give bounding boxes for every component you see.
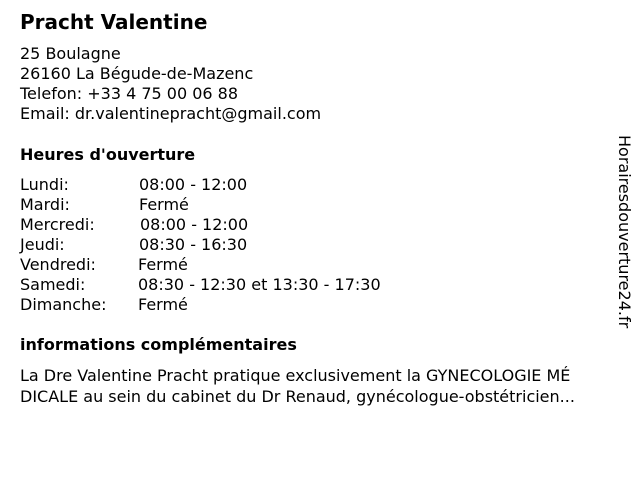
hours-time: Fermé — [138, 295, 188, 314]
site-watermark: Horairesdouverture24.fr — [615, 135, 634, 329]
hours-time: 08:00 - 12:00 — [140, 215, 249, 234]
info-description — [20, 365, 625, 407]
hours-time: Fermé — [138, 255, 188, 274]
info-line: DICALE au sein du cabinet du Dr Renaud, gynécologue-obstétricien... — [20, 387, 575, 406]
email-line[interactable]: Email: dr.valentinepracht@gmail.com — [20, 104, 322, 123]
hours-time: 08:00 - 12:00 — [139, 175, 248, 194]
phone-line[interactable]: Telefon: +33 4 75 00 06 88 — [20, 84, 239, 103]
hours-day: Samedi: — [20, 275, 86, 294]
hours-time: 08:30 - 16:30 — [139, 235, 248, 254]
address-block — [20, 44, 321, 124]
info-heading: informations complémentaires — [20, 335, 297, 354]
hours-day: Mercredi: — [20, 215, 95, 234]
hours-day: Jeudi: — [20, 235, 65, 254]
hours-day: Lundi: — [20, 175, 69, 194]
page-title: Pracht Valentine — [20, 10, 208, 34]
address-city: 26160 La Bégude-de-Mazenc — [20, 64, 254, 83]
hours-day: Vendredi: — [20, 255, 96, 274]
hours-time: Fermé — [139, 195, 189, 214]
address-street: 25 Boulagne — [20, 44, 121, 63]
hours-heading: Heures d'ouverture — [20, 145, 196, 164]
hours-day: Dimanche: — [20, 295, 107, 314]
hours-day: Mardi: — [20, 195, 70, 214]
hours-time: 08:30 - 12:30 et 13:30 - 17:30 — [138, 275, 381, 294]
info-line: La Dre Valentine Pracht pratique exclusivement la GYNECOLOGIE MÉ — [20, 366, 571, 385]
